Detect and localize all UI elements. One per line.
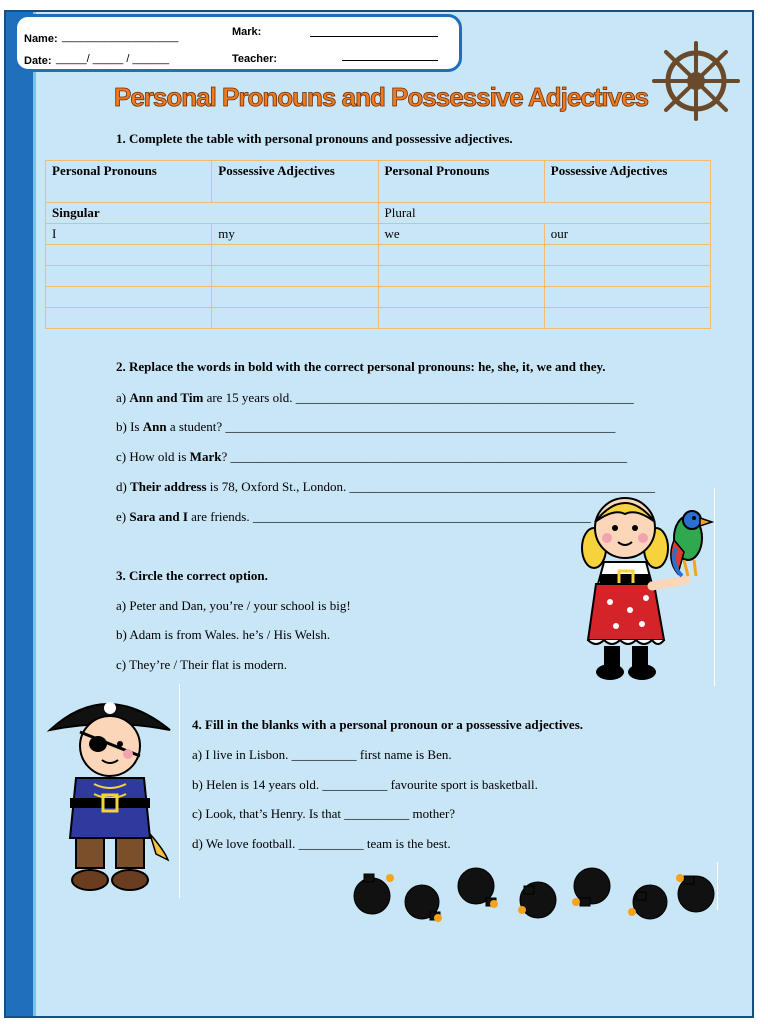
- table-blank-cell[interactable]: [46, 245, 212, 266]
- ship-wheel-icon: [648, 40, 744, 122]
- left-sidebar-stripe: [33, 12, 36, 1016]
- table-blank-cell[interactable]: [378, 245, 544, 266]
- teacher-label: Teacher:: [232, 53, 278, 65]
- table-blank-cell[interactable]: [212, 245, 378, 266]
- worksheet-title: Personal Pronouns and Possessive Adjectives: [114, 82, 649, 112]
- table-cell: our: [544, 224, 710, 245]
- exercise3-item-c[interactable]: c) They’re / Their flat is modern.: [116, 657, 287, 672]
- pirate-boy-icon: [46, 688, 176, 894]
- section1-instruction: 1. Complete the table with personal pronouns and possessive adjectives.: [116, 131, 513, 146]
- pronoun-table: [45, 160, 711, 329]
- table-blank-cell[interactable]: [544, 245, 710, 266]
- date-label: Date:: [24, 55, 52, 67]
- table-blank-cell[interactable]: [378, 266, 544, 287]
- table-header-cell: Possessive Adjectives: [544, 161, 710, 203]
- exercise4-item-a[interactable]: a) I live in Lisbon. __________ first name is Ben.: [192, 747, 452, 762]
- table-header-cell: Possessive Adjectives: [212, 161, 378, 203]
- section2-number: 2: [116, 359, 123, 374]
- exercise3-item-b[interactable]: b) Adam is from Wales. he’s / His Welsh.: [116, 627, 331, 642]
- teacher-field-line[interactable]: [342, 60, 438, 61]
- table-blank-cell[interactable]: [544, 266, 710, 287]
- exercise2-item-e[interactable]: e) Sara and I are friends. ____________________________________________________: [116, 509, 591, 524]
- exercise3-item-a[interactable]: a) Peter and Dan, you’re / your school is big!: [116, 598, 351, 613]
- exercise2-item-a[interactable]: a) Ann and Tim are 15 years old. ____________________________________________________: [116, 390, 634, 405]
- exercise4-item-c[interactable]: c) Look, that’s Henry. Is that __________ mother?: [192, 806, 456, 821]
- table-cell: I: [46, 224, 212, 245]
- table-blank-cell[interactable]: [46, 266, 212, 287]
- table-blank-cell[interactable]: [212, 266, 378, 287]
- table-blank-cell[interactable]: [212, 287, 378, 308]
- table-blank-cell[interactable]: [378, 308, 544, 329]
- table-blank-cell[interactable]: [46, 308, 212, 329]
- divider-line: [179, 684, 180, 898]
- table-blank-cell[interactable]: [544, 287, 710, 308]
- name-field[interactable]: ___________________: [62, 31, 179, 43]
- exercise4-item-d[interactable]: d) We love football. __________ team is the best.: [192, 836, 451, 851]
- table-blank-cell[interactable]: [378, 287, 544, 308]
- plural-label: Plural: [378, 203, 711, 224]
- table-cell: my: [212, 224, 378, 245]
- pirate-girl-parrot-icon: [566, 490, 714, 686]
- section4-instruction: 4. Fill in the blanks with a personal pronoun or a possessive adjectives.: [192, 717, 584, 732]
- section2-instruction: [116, 359, 606, 375]
- exercise2-item-c[interactable]: c) How old is Mark? _____________________________________________________________: [116, 449, 627, 464]
- exercise2-item-b[interactable]: b) Is Ann a student? ____________________________________________________________: [116, 419, 616, 434]
- divider-line: [714, 488, 715, 686]
- date-field[interactable]: _____/ _____ / ______: [56, 53, 170, 65]
- mark-label: Mark:: [232, 26, 262, 38]
- table-header-cell: Personal Pronouns: [46, 161, 212, 203]
- table-header-cell: Personal Pronouns: [378, 161, 544, 203]
- exercise4-item-b[interactable]: b) Helen is 14 years old. __________ favourite sport is basketball.: [192, 777, 538, 792]
- name-label: Name:: [24, 33, 58, 45]
- table-cell: we: [378, 224, 544, 245]
- mark-field-line[interactable]: [310, 36, 438, 37]
- section3-instruction: 3. Circle the correct option.: [116, 568, 268, 583]
- table-blank-cell[interactable]: [46, 287, 212, 308]
- table-blank-cell[interactable]: [544, 308, 710, 329]
- table-blank-cell[interactable]: [212, 308, 378, 329]
- singular-label: Singular: [46, 203, 379, 224]
- section2-text: . Replace the words in bold with the correct personal pronouns: he, she, it, we and they.: [122, 359, 606, 374]
- exercise2-item-d[interactable]: d) Their address is 78, Oxford St., London. _______________________________________________: [116, 479, 656, 494]
- left-sidebar-bar: [6, 12, 33, 1016]
- bombs-row-icon: [350, 864, 720, 926]
